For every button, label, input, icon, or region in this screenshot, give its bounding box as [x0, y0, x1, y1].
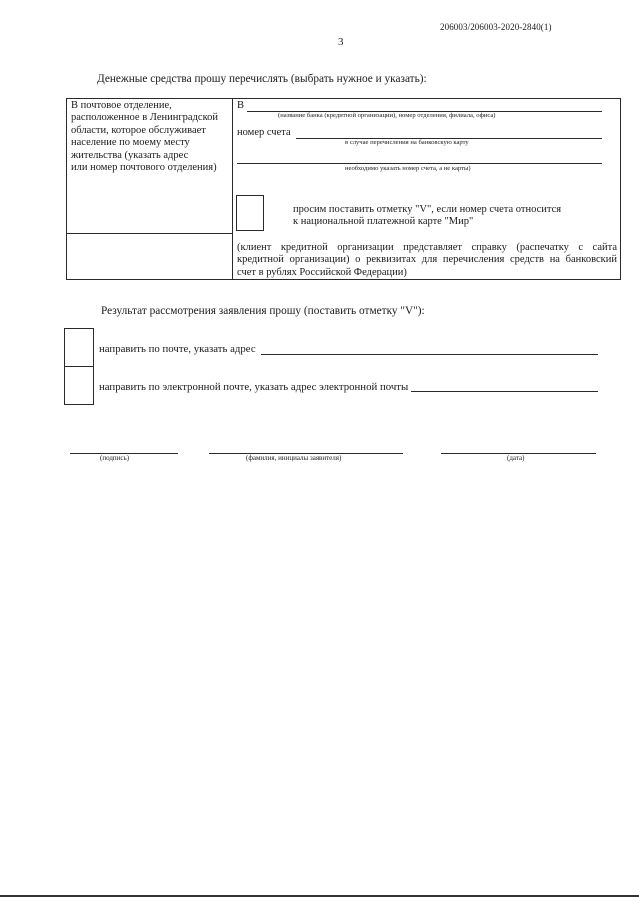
account-hint: в случае перечисления на банковскую карту — [345, 139, 469, 146]
bank-statement-note — [237, 242, 617, 279]
name-label: (фамилия, инициалы заявителя) — [246, 454, 342, 462]
mir-note-line: просим поставить отметку "V", если номер счета относится — [293, 204, 562, 215]
mir-note — [293, 204, 561, 229]
signature-label: (подпись) — [100, 454, 130, 462]
post-office-line: или номер почтового отделения) — [71, 162, 217, 174]
date-label: (дата) — [507, 454, 525, 462]
mail-address-field[interactable] — [261, 354, 598, 355]
post-office-address-field[interactable] — [67, 234, 231, 279]
account-note: необходимо указать номер счета, а не карты) — [345, 165, 471, 172]
result-heading: Результат рассмотрения заявления прошу (поставить отметку "V"): — [101, 305, 425, 317]
page-number: 3 — [338, 36, 344, 48]
post-office-line: жительства (указать адрес — [71, 149, 189, 161]
scan-bottom-edge — [0, 895, 639, 897]
mail-option-checkbox[interactable] — [65, 329, 93, 365]
bank-hint: (название банка (кредитной организации), номер отделения, филиала, офиса) — [278, 112, 496, 119]
post-office-option — [71, 100, 229, 174]
mail-option-label: направить по почте, указать адрес — [99, 343, 256, 355]
email-address-field[interactable] — [411, 391, 598, 392]
mir-card-checkbox[interactable] — [236, 195, 264, 231]
bank-statement-line: (клиент кредитной организации представляет справку (распечатку с сайта — [237, 242, 617, 253]
account-label: номер счета — [237, 127, 291, 138]
account-extra-field[interactable] — [237, 163, 602, 164]
post-office-line: население по моему месту — [71, 137, 190, 149]
bank-statement-line: кредитной организации) о реквизитах для перечисления средств на банковский — [237, 254, 617, 266]
table-column-divider — [232, 98, 233, 280]
email-option-label: направить по электронной почте, указать адрес электронной почты — [99, 381, 409, 393]
bank-prefix: В — [237, 100, 245, 111]
payment-heading: Денежные средства прошу перечислять (выбрать нужное и указать): — [97, 73, 427, 85]
post-office-line: расположенное в Ленинградской — [71, 112, 219, 124]
post-office-line: В почтовое отделение, — [71, 100, 172, 111]
mir-note-line: к национальной платежной карте "Мир" — [293, 216, 474, 228]
bank-statement-line: счет в рублях Российской Федерации) — [237, 266, 407, 278]
document-id: 206003/206003-2020-2840(1) — [440, 22, 552, 32]
email-option-checkbox[interactable] — [65, 367, 93, 404]
post-office-line: области, которое обслуживает — [71, 124, 206, 136]
